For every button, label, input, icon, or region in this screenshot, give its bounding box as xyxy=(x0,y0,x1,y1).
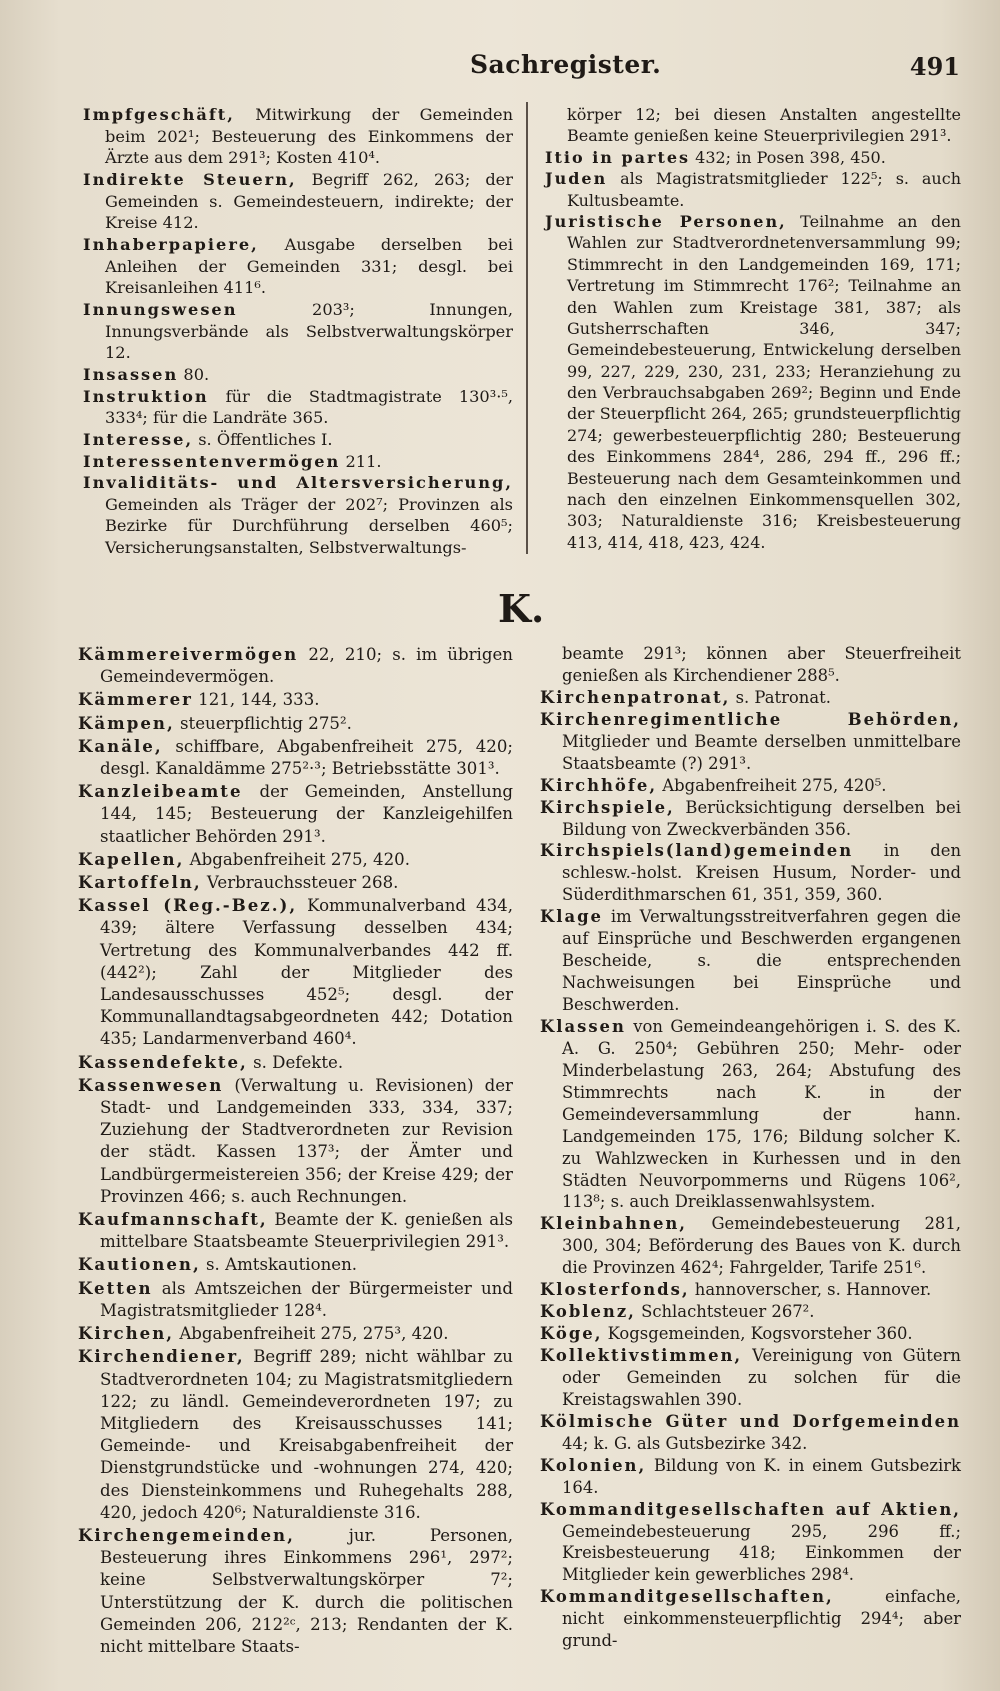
index-headword: Köge, xyxy=(540,1324,603,1344)
column-divider xyxy=(526,102,528,554)
index-entry-text: s. Amtskautionen. xyxy=(200,1255,358,1275)
index-entry-text: als Magistratsmitglieder 122⁵; s. auch Kultusbeamte. xyxy=(567,169,961,210)
index-headword: Invaliditäts- und Altersversicherung, xyxy=(83,473,513,493)
index-entry xyxy=(83,386,513,429)
index-entry xyxy=(83,299,513,364)
index-entry xyxy=(78,848,513,871)
index-entry-text: s. Öffentliches I. xyxy=(193,429,333,449)
index-headword: Koblenz, xyxy=(540,1302,636,1322)
page-header xyxy=(0,50,1000,90)
index-entry xyxy=(540,1345,961,1411)
index-entry-text: Berücksichtigung derselben bei Bildung von Zweckverbänden 356. xyxy=(562,797,961,839)
index-entry-text: für die Stadtmagistrate 130³·⁵, 333⁴; für die Landräte 365. xyxy=(105,386,513,428)
index-entry-text: als Amtszeichen der Bürgermeister und Magistratsmitglieder 128⁴. xyxy=(100,1278,513,1320)
index-headword: Kartoffeln, xyxy=(78,872,202,893)
section-letter: K. xyxy=(498,586,545,631)
index-entry-text: 44; k. G. als Gutsbezirke 342. xyxy=(562,1433,808,1453)
index-headword: Kaufmannschaft, xyxy=(78,1209,268,1230)
index-headword: Kölmische Güter und Dorfgemeinden xyxy=(540,1411,961,1431)
index-headword: Insassen xyxy=(83,364,179,384)
index-headword: Klage xyxy=(540,907,603,927)
index-headword: Juristische Personen, xyxy=(545,211,787,231)
index-headword: Innungswesen xyxy=(83,299,238,319)
index-entry-text: s. Patronat. xyxy=(730,687,831,707)
index-entry-text: Beamte der K. genießen als mittelbare Staatsbeamte Steuerprivilegien 291³. xyxy=(100,1210,513,1252)
index-entry-text: 22, 210; s. im übrigen Gemeindevermögen. xyxy=(100,645,513,687)
index-headword: Impfgeschäft, xyxy=(83,105,235,124)
index-headword: Instruktion xyxy=(83,386,209,406)
index-headword: Kirchen, xyxy=(78,1323,175,1344)
index-entry xyxy=(540,687,961,709)
index-column-bottom-right xyxy=(540,643,961,1652)
index-entry-text: Schlachtsteuer 267². xyxy=(635,1302,815,1322)
index-entry-text: jur. Personen, Besteuerung ihres Einkommens 296¹, 297²; keine Selbstverwaltungskörper 7²; Unterstützung der K. durch die politischen Gemeinden 206, 212²ᶜ, 213; Rendanten der K. nicht mittelbare Staats- xyxy=(100,1525,513,1656)
index-entry xyxy=(540,1499,961,1587)
index-column-bottom-left xyxy=(78,643,513,1658)
index-entry-text: Gemeindebesteuerung 295, 296 ff.; Kreisbesteuerung 418; Einkommen der Mitglieder kein gewerbliches 298⁴. xyxy=(562,1521,961,1585)
index-entry-text: in den schlesw.-holst. Kreisen Husum, Norder- und Süderdithmarschen 61, 351, 359, 360. xyxy=(562,841,961,905)
index-headword: Inhaberpapiere, xyxy=(83,234,259,254)
index-entry xyxy=(78,894,513,1050)
index-headword: Kirchspiels(land)gemeinden xyxy=(540,841,854,861)
index-entry xyxy=(540,1016,961,1213)
index-entry-text: Abgabenfreiheit 275, 420. xyxy=(184,849,410,869)
index-entry xyxy=(78,1524,513,1658)
index-entry xyxy=(78,1253,513,1276)
index-entry xyxy=(540,1411,961,1455)
index-headword: Interessentenvermögen xyxy=(83,451,341,471)
index-entry xyxy=(540,709,961,775)
index-entry-text: 211. xyxy=(340,451,382,471)
index-entry-text: s. Defekte. xyxy=(247,1052,344,1072)
index-entry xyxy=(83,364,513,386)
index-entry-text: hannoverscher, s. Hannover. xyxy=(689,1280,932,1300)
index-column-top-right xyxy=(545,104,961,553)
index-headword: Kirchhöfe, xyxy=(540,775,658,795)
index-entry xyxy=(545,211,961,553)
index-entry xyxy=(78,871,513,894)
index-entry-text: im Verwaltungsstreitverfahren gegen die auf Einsprüche und Beschwerden ergangenen Bescheide, s. die entsprechenden Nachweisungen bei Einsprüche und Beschwerden. xyxy=(562,907,961,1014)
index-headword: Kassenwesen xyxy=(78,1074,224,1095)
index-entry-text: von Gemeindeangehörigen i. S. des K. A. G. 250⁴; Gebühren 250; Mehr- oder Minderbelastung 263, 264; Abstufung des Stimmrechts nach K. in der Gemeindeversammlung der hann. Landgemeinden 175, 176; Bildung solcher K. zu Wahlzwecken in Kurhessen und in den Städten Neuvorpommerns und Rügens 106², 113⁸; s. auch Dreiklassenwahlsystem. xyxy=(562,1016,961,1212)
index-entry-text: (Verwaltung u. Revisionen) der Stadt- und Landgemeinden 333, 334, 337; Zuziehung der Stadtverordneten zur Revision der städt. Kassen 137³; der Ämter und Landbürgermeistereien 356; der Kreise 429; der Provinzen 466; s. auch Rechnungen. xyxy=(100,1075,513,1206)
index-headword: Kirchenpatronat, xyxy=(540,687,731,707)
index-headword: Kautionen, xyxy=(78,1254,201,1275)
index-entry xyxy=(540,1301,961,1323)
index-entry xyxy=(545,168,961,211)
index-entry-text: Gemeinden als Träger der 202⁷; Provinzen als Bezirke für Durchführung derselben 460⁵; Versicherungsanstalten, Selbstverwaltungs- xyxy=(105,494,513,558)
index-entry xyxy=(78,1345,513,1524)
index-headword: Kirchenregimentliche Behörden, xyxy=(540,709,961,729)
index-headword: Itio in partes xyxy=(545,147,691,167)
index-entry xyxy=(83,472,513,559)
index-entry xyxy=(83,429,513,451)
index-entry-text: einfache, nicht einkommensteuerpflichtig 294⁴; aber grund- xyxy=(562,1587,961,1651)
index-headword: Kollektivstimmen, xyxy=(540,1346,743,1365)
index-headword: Juden xyxy=(545,169,608,189)
index-headword: Kapellen, xyxy=(78,848,185,869)
index-entry-text: steuerpflichtig 275². xyxy=(174,713,352,733)
index-entry xyxy=(78,688,513,711)
index-headword: Kirchspiele, xyxy=(540,797,675,817)
index-headword: Kirchendiener, xyxy=(78,1346,245,1367)
index-entry-text: 121, 144, 333. xyxy=(192,690,320,710)
index-entry-text: Kogsgemeinden, Kogsvorsteher 360. xyxy=(602,1324,913,1344)
index-entry-text: Mitwirkung der Gemeinden beim 202¹; Besteuerung des Einkommens der Ärzte aus dem 291³; Kosten 410⁴. xyxy=(105,105,513,168)
index-headword: Kämpen, xyxy=(78,712,175,733)
index-entry xyxy=(540,775,961,797)
index-entry xyxy=(83,234,513,299)
index-headword: Kämmereivermögen xyxy=(78,644,299,664)
index-headword: Kanäle, xyxy=(78,735,163,756)
index-headword: Kämmerer xyxy=(78,689,193,710)
index-entry-text: Gemeindebesteuerung 281, 300, 304; Beförderung des Baues von K. durch die Provinzen 462⁴; Fahrgelder, Tarife 251⁶. xyxy=(562,1214,961,1278)
index-headword: Kassendefekte, xyxy=(78,1051,248,1072)
index-entry xyxy=(78,643,513,688)
index-entry xyxy=(83,169,513,234)
index-headword: Klassen xyxy=(540,1016,626,1036)
index-entry xyxy=(78,1074,513,1208)
index-headword: Kommanditgesellschaften auf Aktien, xyxy=(540,1499,961,1519)
index-headword: Kanzleibeamte xyxy=(78,781,243,802)
index-entry xyxy=(540,797,961,841)
index-entry-text: Mitglieder und Beamte derselben unmittelbare Staatsbeamte (?) 291³. xyxy=(562,731,961,773)
index-entry xyxy=(540,1586,961,1652)
index-entry xyxy=(78,1322,513,1345)
index-entry-text: schiffbare, Abgabenfreiheit 275, 420; desgl. Kanaldämme 275²·³; Betriebsstätte 301³. xyxy=(100,736,513,779)
index-headword: Kleinbahnen, xyxy=(540,1214,688,1234)
index-entry-text: Ausgabe derselben bei Anleihen der Gemeinden 331; desgl. bei Kreisanleihen 411⁶. xyxy=(105,234,513,298)
index-entry xyxy=(540,906,961,1016)
index-column-top-left xyxy=(83,104,513,559)
index-entry xyxy=(83,104,513,169)
index-entry xyxy=(540,1323,961,1345)
index-entry-text: 203³; Innungen, Innungsverbände als Selbstverwaltungskörper 12. xyxy=(105,299,513,363)
index-entry xyxy=(540,1279,961,1301)
index-entry-text: Abgabenfreiheit 275, 420⁵. xyxy=(657,775,887,795)
index-entry xyxy=(78,735,513,780)
index-entry-text: Abgabenfreiheit 275, 275³, 420. xyxy=(174,1324,449,1344)
index-headword: Indirekte Steuern, xyxy=(83,169,297,189)
index-entry-text: Vereinigung von Gütern oder Gemeinden zu solchen für die Kreistagswahlen 390. xyxy=(562,1346,961,1409)
index-entry xyxy=(78,1208,513,1253)
index-entry-text: Kommunalverband 434, 439; ältere Verfassung desselben 434; Vertretung des Kommunalverbandes 442 ff. (442²); Zahl der Mitglieder des Landesausschusses 452⁵; desgl. der Kommunallandtagsabgeordneten 442; Dotation 435; Landarmenverband 460⁴. xyxy=(100,896,514,1049)
index-headword: Klosterfonds, xyxy=(540,1280,690,1300)
index-entry xyxy=(540,840,961,906)
index-entry-text: Begriff 262, 263; der Gemeinden s. Gemeindesteuern, indirekte; der Kreise 412. xyxy=(105,169,513,233)
index-entry xyxy=(78,1277,513,1322)
index-headword: Kirchengemeinden, xyxy=(78,1524,295,1545)
index-entry-continuation: körper 12; bei diesen Anstalten angestellte Beamte genießen keine Steuerprivilegien 291³. xyxy=(567,105,961,146)
index-entry-text: 80. xyxy=(178,364,210,384)
index-entry-text: der Gemeinden, Anstellung 144, 145; Besteuerung der Kanzleigehilfen staatlicher Behörden 291³. xyxy=(100,782,513,846)
index-headword: Kassel (Reg.-Bez.), xyxy=(78,895,298,916)
running-title: Sachregister. xyxy=(470,50,662,79)
index-entry xyxy=(78,780,513,848)
index-headword: Kolonien, xyxy=(540,1455,647,1475)
index-entry-text: Bildung von K. in einem Gutsbezirk 164. xyxy=(562,1455,961,1497)
index-entry xyxy=(78,1051,513,1074)
page-number: 491 xyxy=(909,52,960,81)
index-entry-text: Begriff 289; nicht wählbar zu Stadtverordneten 104; zu Magistratsmitgliedern 122; zu ländl. Gemeindeverordneten 197; zu Mitgliedern des Kreisausschusses 141; Gemeinde- und Kreisabgabenfreiheit der Dienstgrundstücke und -wohnungen 274, 420; des Diensteinkommens und Ruhegehalts 288, 420, jedoch 420⁶; Naturaldienste 316. xyxy=(100,1347,513,1522)
index-headword: Interesse, xyxy=(83,429,194,449)
index-entry-text: 432; in Posen 398, 450. xyxy=(690,147,886,167)
index-entry xyxy=(545,147,961,168)
index-headword: Ketten xyxy=(78,1277,153,1298)
index-entry xyxy=(540,1213,961,1279)
index-entry xyxy=(540,1455,961,1499)
index-entry-text: Verbrauchssteuer 268. xyxy=(201,873,399,893)
index-headword: Kommanditgesellschaften, xyxy=(540,1587,834,1607)
index-entry xyxy=(83,451,513,473)
index-entry-continuation: beamte 291³; können aber Steuerfreiheit genießen als Kirchendiener 288⁵. xyxy=(562,644,961,685)
index-entry-text: Teilnahme an den Wahlen zur Stadtverordnetenversammlung 99; Stimmrecht in den Landgemeinden 169, 171; Vertretung im Stimmrecht 176²; Teilnahme an den Wahlen zum Kreistage 381, 387; als Gutsherrschaften 346, 347; Gemeindebesteuerung, Entwickelung derselben 99, 227, 229, 230, 231, 233; Heranziehung zu den Verbrauchsabgaben 269²; Beginn und Ende der Steuerpflicht 264, 265; grundsteuerpflichtig 274; gewerbesteuerpflichtig 280; Besteuerung des Einkommens 284⁴, 286, 294 ff., 296 ff.; Besteuerung nach dem Gesamteinkommen und nach den einzelnen Einkommensquellen 302, 303; Naturaldienste 316; Kreisbesteuerung 413, 414, 418, 423, 424. xyxy=(567,211,961,552)
index-entry xyxy=(78,712,513,735)
